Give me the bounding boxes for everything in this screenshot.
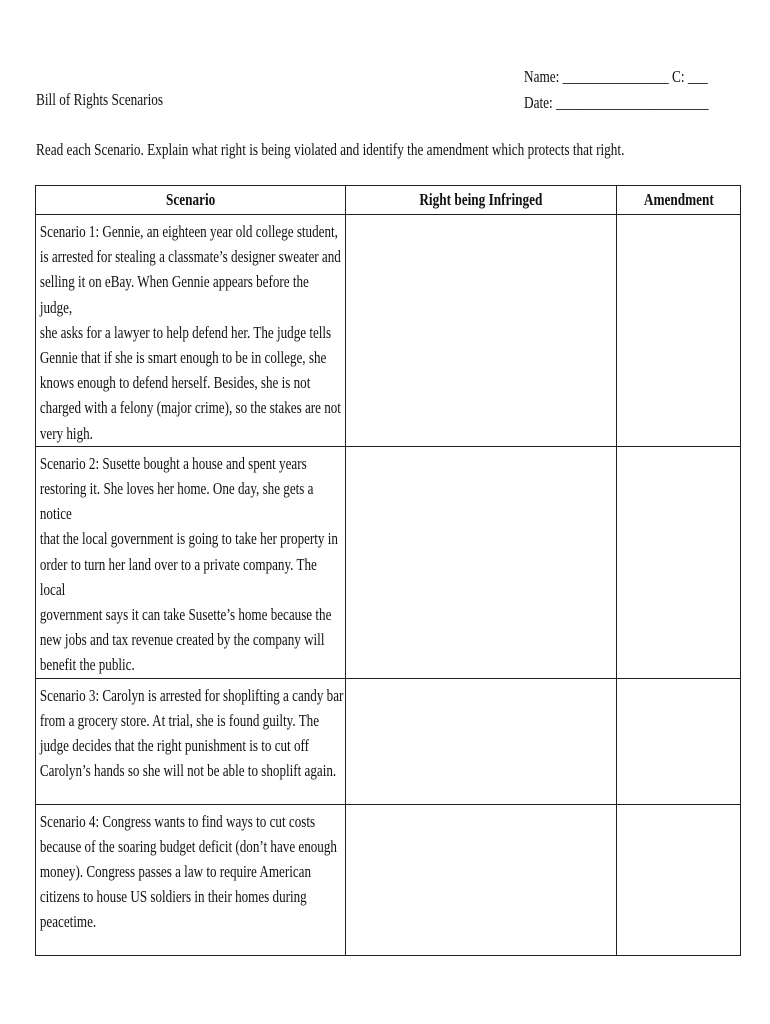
table-header-row [36, 186, 741, 215]
document-title [36, 89, 199, 111]
scenario-cell [36, 804, 346, 955]
amendment-cell[interactable] [616, 446, 740, 678]
amendment-cell[interactable] [616, 804, 740, 955]
scenario-cell [36, 446, 346, 678]
column-header-amendment-label: Amendment [643, 190, 714, 209]
scenario-cell [36, 215, 346, 447]
date-line[interactable]: Date: _______________________ [524, 93, 709, 112]
scenario-cell [36, 678, 346, 804]
table-row [36, 215, 741, 447]
right-infringed-cell[interactable] [346, 446, 616, 678]
scenario-text: Scenario 4: Congress wants to find ways to cut costs because of the soaring budget deficit (don’t have enough money). Congress passes a law to require American citizens to house US soldiers in their homes during peacetime. [39, 811, 337, 932]
scenario-text: Scenario 2: Susette bought a house and spent years restoring it. She loves her home. One day, she gets a notice that the local government is going to take her property in order to turn her land over to a private company. The local government says it can take Susette’s home because the new jobs and tax revenue created by the company will benefit the public. [39, 453, 338, 675]
document-title-text: Bill of Rights Scenarios [36, 90, 164, 109]
instructions-text: Read each Scenario. Explain what right is being violated and identify the amendment which protects that right. [36, 140, 625, 159]
table-row [36, 804, 741, 955]
amendment-cell[interactable] [616, 215, 740, 447]
right-infringed-cell[interactable] [346, 804, 616, 955]
column-header-scenario [36, 186, 346, 215]
amendment-cell[interactable] [616, 678, 740, 804]
scenario-text: Scenario 1: Gennie, an eighteen year old college student, is arrested for stealing a classmate’s designer sweater and selling it on eBay. When Gennie appears before the judge, she asks for a lawyer to help defend her. The judge tells Gennie that if she is smart enough to be in college, she knows enough to defend herself. Besides, she is not charged with a felony (major crime), so the stakes are not very high. [39, 222, 341, 443]
table-row [36, 678, 741, 804]
right-infringed-cell[interactable] [346, 678, 616, 804]
name-class-line[interactable]: Name: ________________ C: ___ [524, 67, 708, 86]
scenario-text: Scenario 3: Carolyn is arrested for shoplifting a candy bar from a grocery store. At trial, she is found guilty. The judge decides that the right punishment is to cut off Carolyn’s hands so she will not be able to shoplift again. [39, 685, 344, 781]
scenario-table [35, 185, 741, 956]
right-infringed-cell[interactable] [346, 215, 616, 447]
instructions [36, 139, 770, 161]
column-header-right-label: Right being Infringed [419, 190, 543, 209]
column-header-amendment [616, 186, 740, 215]
table-row [36, 446, 741, 678]
column-header-scenario-label: Scenario [166, 190, 216, 209]
student-info-block [524, 64, 761, 116]
column-header-right [346, 186, 616, 215]
